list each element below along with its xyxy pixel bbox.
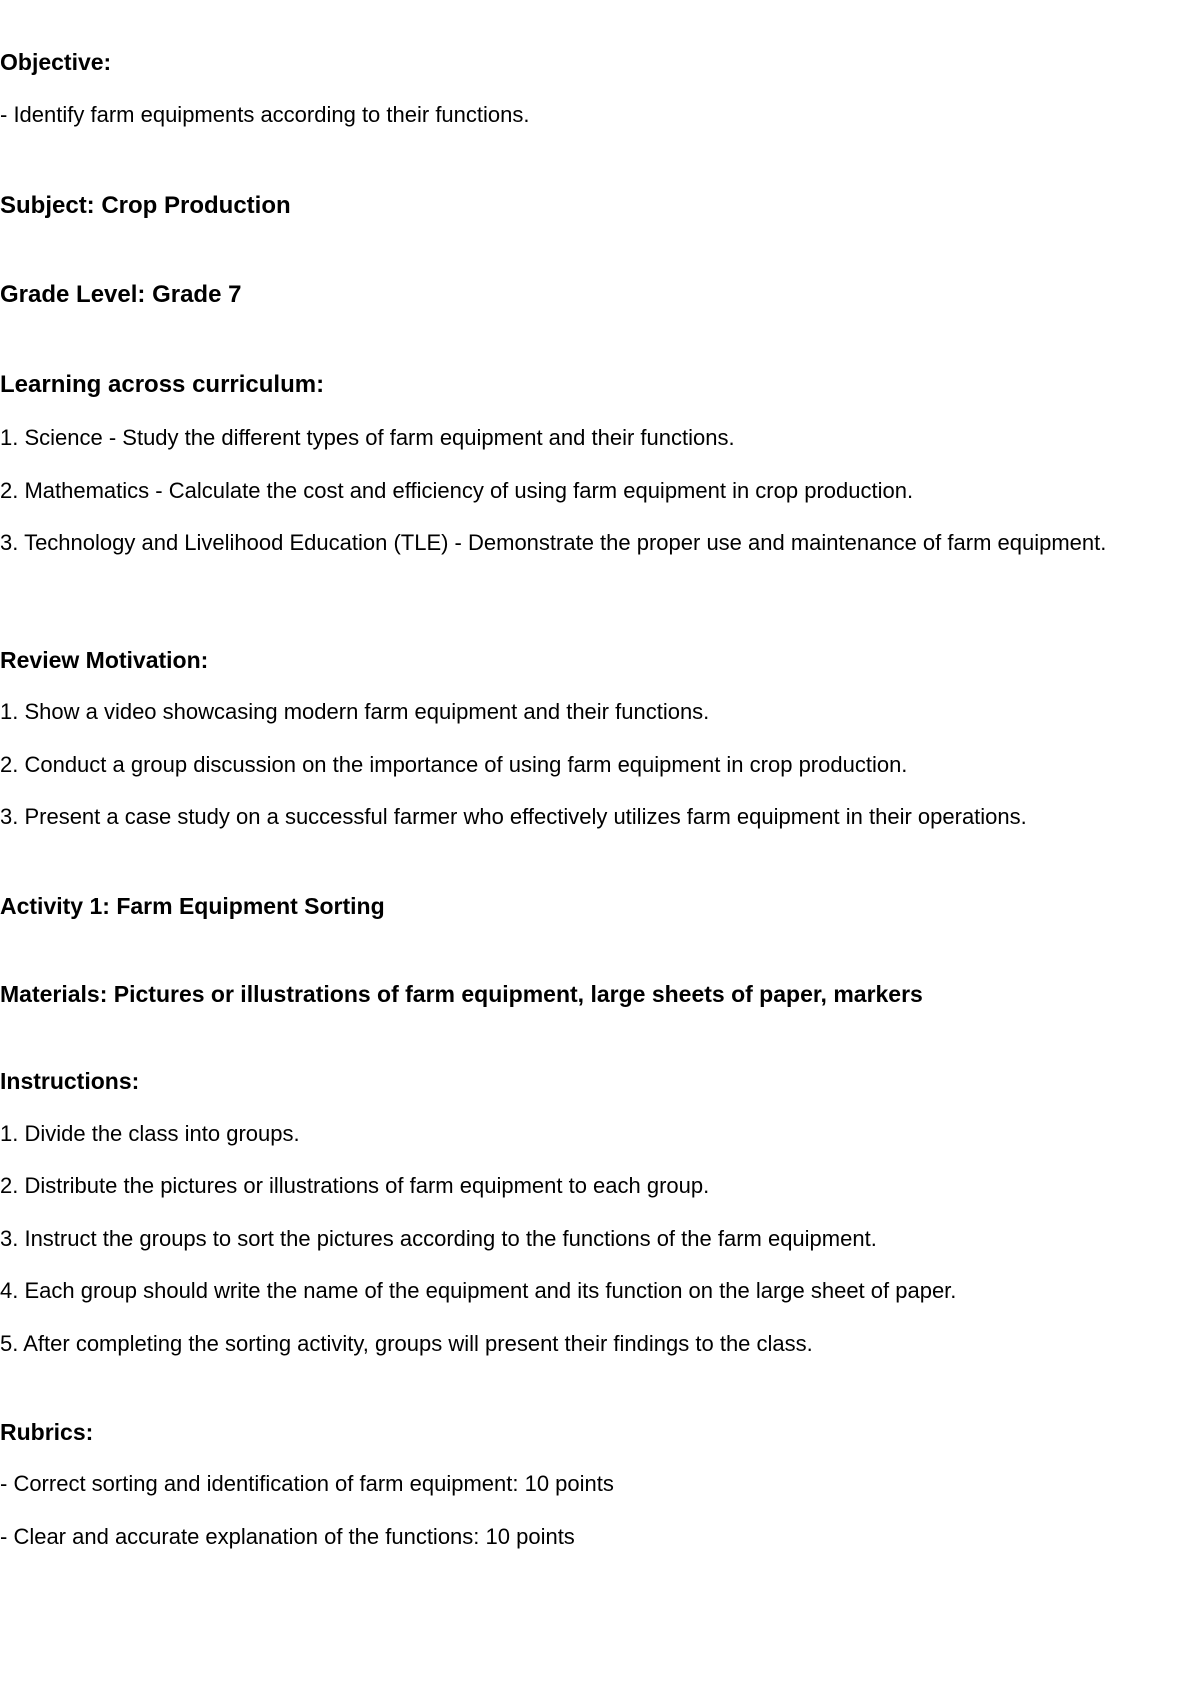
learning-across-heading: Learning across curriculum: [0,371,325,398]
instructions-item-3: 3. Instruct the groups to sort the pictures according to the functions of the farm equipment. [0,1226,877,1251]
learning-across-item-2: 2. Mathematics - Calculate the cost and efficiency of using farm equipment in crop production. [0,478,914,503]
activity-materials: Materials: Pictures or illustrations of farm equipment, large sheets of paper, markers [0,981,923,1007]
subject-line: Subject: Crop Production [0,192,291,219]
learning-across-item-3: 3. Technology and Livelihood Education (TLE) - Demonstrate the proper use and maintenance of farm equipment. [0,530,1107,555]
instructions-heading: Instructions: [0,1068,140,1094]
review-motivation-heading: Review Motivation: [0,647,209,673]
rubrics-item-1: - Correct sorting and identification of farm equipment: 10 points [0,1471,614,1496]
grade-level-line: Grade Level: Grade 7 [0,281,242,308]
learning-across-item-1: 1. Science - Study the different types of farm equipment and their functions. [0,425,735,450]
activity-title: Activity 1: Farm Equipment Sorting [0,893,385,919]
rubrics-item-2: - Clear and accurate explanation of the functions: 10 points [0,1524,575,1549]
review-motivation-item-3: 3. Present a case study on a successful farmer who effectively utilizes farm equipment in their operations. [0,804,1027,829]
instructions-item-5: 5. After completing the sorting activity, groups will present their findings to the class. [0,1331,813,1356]
instructions-item-4: 4. Each group should write the name of the equipment and its function on the large sheet of paper. [0,1278,957,1303]
objective-text: - Identify farm equipments according to their functions. [0,102,530,127]
review-motivation-item-1: 1. Show a video showcasing modern farm equipment and their functions. [0,699,710,724]
review-motivation-item-2: 2. Conduct a group discussion on the importance of using farm equipment in crop production. [0,752,908,777]
instructions-item-2: 2. Distribute the pictures or illustrations of farm equipment to each group. [0,1173,710,1198]
objective-heading: Objective: [0,49,112,75]
instructions-item-1: 1. Divide the class into groups. [0,1121,300,1146]
rubrics-heading: Rubrics: [0,1419,94,1445]
